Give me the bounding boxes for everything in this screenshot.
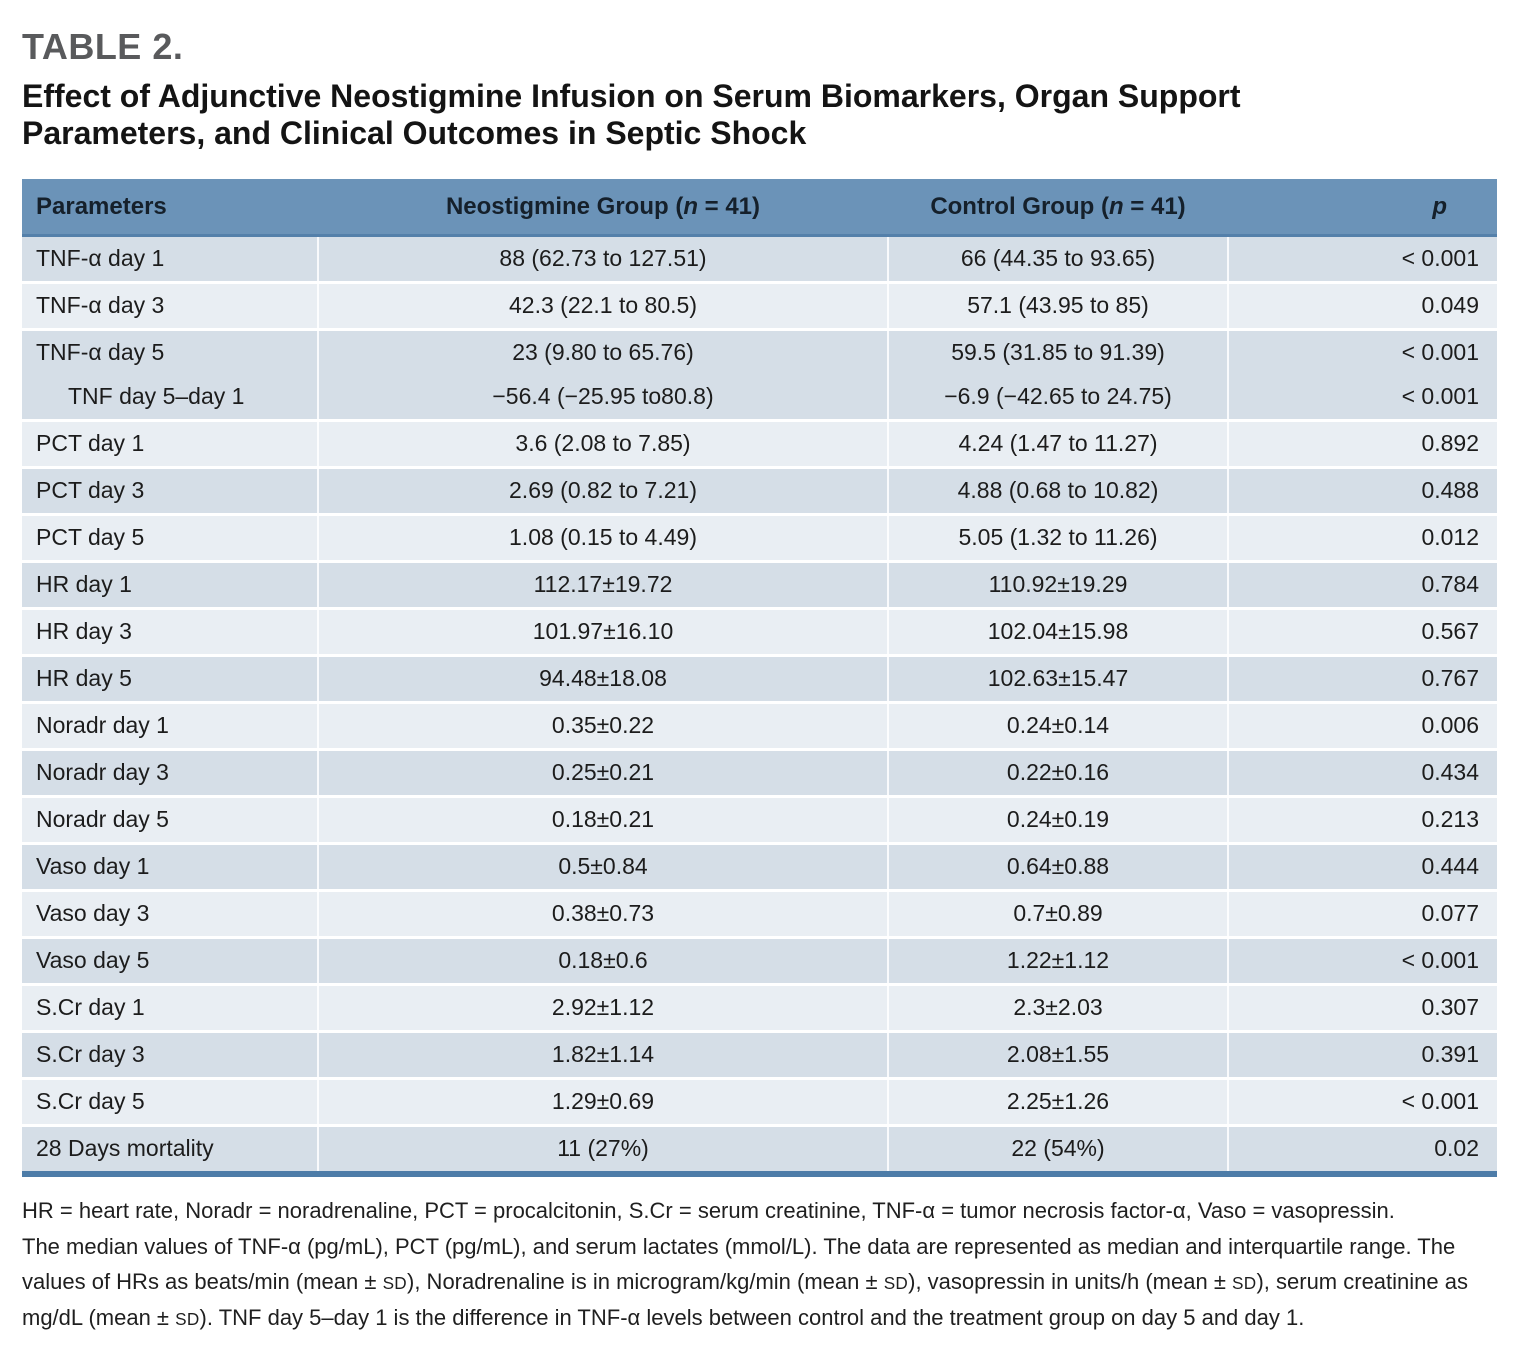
cell-control: 110.92±19.29 [888,561,1228,608]
table-row [22,1031,1497,1078]
cell-control: 4.24 (1.47 to 11.27) [888,420,1228,467]
cell-param: TNF-α day 3 [22,282,318,329]
cell-control: 102.63±15.47 [888,655,1228,702]
footnotes [22,1193,1497,1336]
cell-param: TNF-α day 1 [22,235,318,282]
cell-neostigmine: 0.18±0.6 [318,937,888,984]
cell-neostigmine: 2.69 (0.82 to 7.21) [318,467,888,514]
cell-neostigmine: 1.29±0.69 [318,1078,888,1125]
cell-param: S.Cr day 1 [22,984,318,1031]
cell-p: < 0.001 [1228,329,1497,375]
cell-param: HR day 3 [22,608,318,655]
cell-param: Vaso day 1 [22,843,318,890]
cell-p: 0.567 [1228,608,1497,655]
cell-control: 1.22±1.12 [888,937,1228,984]
results-table [22,179,1497,1177]
cell-neostigmine: 101.97±16.10 [318,608,888,655]
cell-p: 0.307 [1228,984,1497,1031]
cell-neostigmine: 112.17±19.72 [318,561,888,608]
cell-p: 0.391 [1228,1031,1497,1078]
text-segment: = 41) [1123,192,1186,220]
text-segment: = 41) [697,192,761,220]
cell-p: 0.892 [1228,420,1497,467]
cell-neostigmine: 0.35±0.22 [318,702,888,749]
text-segment: ), Noradrenaline is in microgram/kg/min (mean ± [407,1269,884,1295]
cell-neostigmine: 3.6 (2.08 to 7.85) [318,420,888,467]
table-label: TABLE 2. [22,26,184,67]
cell-param: PCT day 1 [22,420,318,467]
cell-control: 102.04±15.98 [888,608,1228,655]
column-header-control [888,179,1228,236]
cell-neostigmine: 0.5±0.84 [318,843,888,890]
cell-param: Noradr day 1 [22,702,318,749]
cell-p: 0.784 [1228,561,1497,608]
table-row [22,467,1497,514]
table-row [22,235,1497,282]
text-segment: SD [382,1273,407,1294]
table-title [22,78,1497,153]
cell-control: 57.1 (43.95 to 85) [888,282,1228,329]
cell-control: 2.25±1.26 [888,1078,1228,1125]
cell-p: 0.213 [1228,796,1497,843]
table-row [22,375,1497,421]
cell-control: 4.88 (0.68 to 10.82) [888,467,1228,514]
cell-param: Vaso day 3 [22,890,318,937]
table-row [22,1078,1497,1125]
cell-neostigmine: 88 (62.73 to 127.51) [318,235,888,282]
cell-control: 0.22±0.16 [888,749,1228,796]
text-segment: Parameters [36,192,167,220]
cell-control: 59.5 (31.85 to 91.39) [888,329,1228,375]
text-segment: SD [175,1308,200,1329]
footnote-paragraph [22,1193,1497,1229]
cell-p: 0.434 [1228,749,1497,796]
cell-neostigmine: 94.48±18.08 [318,655,888,702]
cell-neostigmine: 1.82±1.14 [318,1031,888,1078]
cell-neostigmine: 0.25±0.21 [318,749,888,796]
column-header-p [1228,179,1497,236]
cell-control: −6.9 (−42.65 to 24.75) [888,375,1228,421]
cell-p: 0.077 [1228,890,1497,937]
cell-p: 0.02 [1228,1125,1497,1174]
text-segment: n [1108,192,1124,220]
cell-p: 0.767 [1228,655,1497,702]
table-row [22,937,1497,984]
table-row [22,608,1497,655]
cell-param: Noradr day 3 [22,749,318,796]
cell-control: 0.24±0.19 [888,796,1228,843]
cell-p: < 0.001 [1228,375,1497,421]
cell-param: HR day 1 [22,561,318,608]
table-row [22,561,1497,608]
cell-param: Vaso day 5 [22,937,318,984]
cell-p: < 0.001 [1228,1078,1497,1125]
table-row [22,420,1497,467]
cell-p: 0.488 [1228,467,1497,514]
text-segment: HR = heart rate, Noradr = noradrenaline, PCT = procalcitonin, S.Cr = serum creatinine, TNF-α = tumor necrosis factor-α, Vaso = vasopressin. [22,1197,1395,1223]
table-row [22,984,1497,1031]
table-row [22,749,1497,796]
table-title-line-1: Effect of Adjunctive Neostigmine Infusion on Serum Biomarkers, Organ Support [22,78,1241,114]
table-row [22,282,1497,329]
table-header-row [22,179,1497,236]
cell-p: 0.049 [1228,282,1497,329]
cell-control: 66 (44.35 to 93.65) [888,235,1228,282]
cell-neostigmine: −56.4 (−25.95 to80.8) [318,375,888,421]
cell-control: 22 (54%) [888,1125,1228,1174]
text-segment: n [683,192,698,220]
table-row [22,796,1497,843]
table-row [22,702,1497,749]
cell-param: PCT day 5 [22,514,318,561]
cell-neostigmine: 11 (27%) [318,1125,888,1174]
cell-param: HR day 5 [22,655,318,702]
text-segment: p [1432,192,1447,220]
cell-neostigmine: 23 (9.80 to 65.76) [318,329,888,375]
cell-control: 2.3±2.03 [888,984,1228,1031]
cell-neostigmine: 42.3 (22.1 to 80.5) [318,282,888,329]
cell-control: 0.64±0.88 [888,843,1228,890]
cell-param: 28 Days mortality [22,1125,318,1174]
cell-neostigmine: 0.38±0.73 [318,890,888,937]
cell-neostigmine: 0.18±0.21 [318,796,888,843]
cell-param: TNF-α day 5 [22,329,318,375]
cell-param: S.Cr day 5 [22,1078,318,1125]
text-segment: Control Group ( [930,192,1109,220]
text-segment: ). TNF day 5–day 1 is the difference in TNF-α levels between control and the treatment group on day 5 and day 1. [199,1304,1305,1330]
cell-param: Noradr day 5 [22,796,318,843]
table-row [22,843,1497,890]
cell-control: 0.7±0.89 [888,890,1228,937]
cell-control: 2.08±1.55 [888,1031,1228,1078]
footnote-paragraph [22,1229,1497,1336]
cell-neostigmine: 2.92±1.12 [318,984,888,1031]
cell-p: < 0.001 [1228,937,1497,984]
text-segment: ), serum creatinine as mg/dL (mean ± [22,1269,1468,1330]
text-segment: SD [1232,1273,1257,1294]
cell-param: S.Cr day 3 [22,1031,318,1078]
table-row [22,890,1497,937]
column-header-param [22,179,318,236]
table-row [22,514,1497,561]
table-row [22,655,1497,702]
cell-p: 0.012 [1228,514,1497,561]
table-body [22,235,1497,1174]
cell-param: PCT day 3 [22,467,318,514]
cell-p: < 0.001 [1228,235,1497,282]
text-segment: SD [883,1273,909,1294]
text-segment: ), vasopressin in units/h (mean ± [908,1269,1233,1295]
cell-control: 5.05 (1.32 to 11.26) [888,514,1228,561]
column-header-neostigmine [318,179,888,236]
text-segment: Neostigmine Group ( [445,192,684,220]
cell-p: 0.444 [1228,843,1497,890]
table-title-line-2: Parameters, and Clinical Outcomes in Septic Shock [22,115,807,152]
cell-control: 0.24±0.14 [888,702,1228,749]
cell-neostigmine: 1.08 (0.15 to 4.49) [318,514,888,561]
table-row [22,329,1497,375]
text-segment: The median values of TNF-α (pg/mL), PCT (pg/mL), and serum lactates (mmol/L). The data are represented as median and interquartile range. The values of HRs as beats/min (mean ± [22,1233,1456,1295]
cell-param: TNF day 5–day 1 [22,375,318,421]
table-row [22,1125,1497,1174]
cell-p: 0.006 [1228,702,1497,749]
